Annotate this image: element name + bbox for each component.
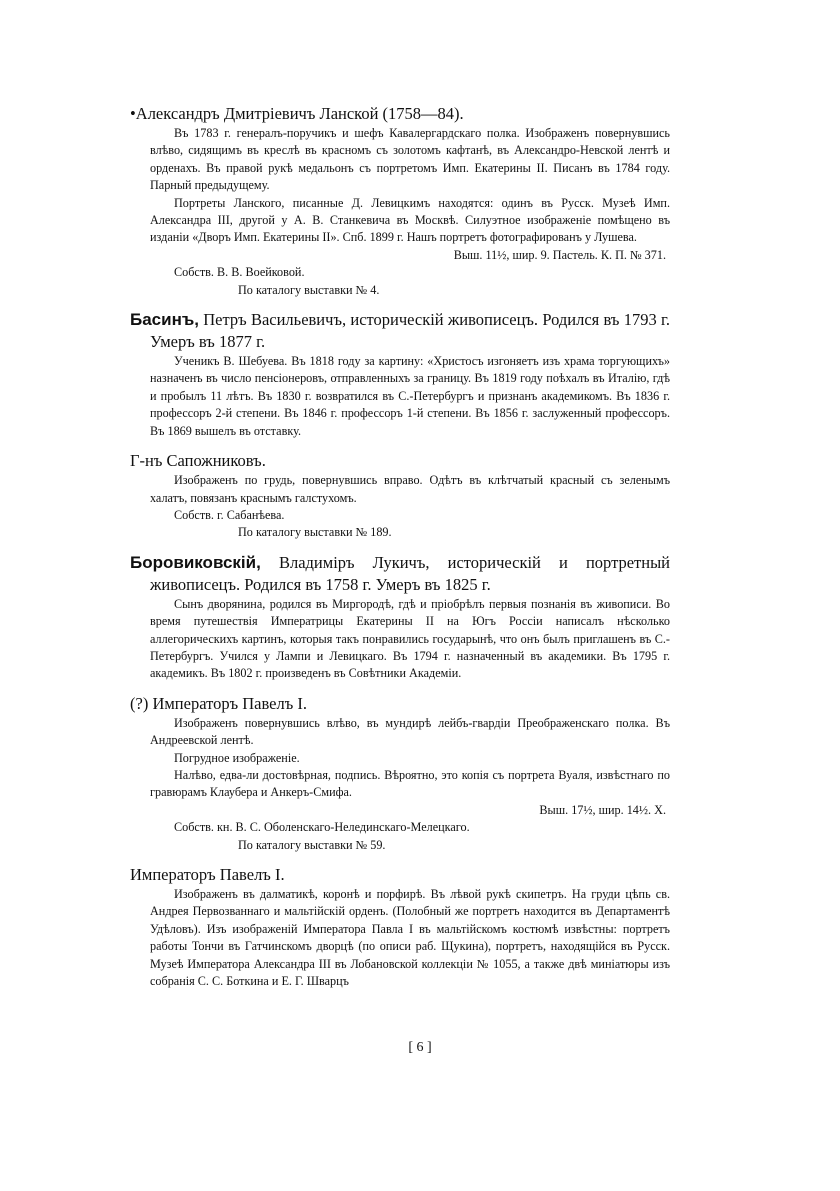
entry-basin xyxy=(130,309,670,440)
entry-dimensions: Выш. 17½, шир. 14½. Х. xyxy=(539,802,666,817)
entry-note: Налѣво, едва-ли достовѣрная, подпись. Вѣроятно, это копія съ портрета Вуаля, извѣстнаго по гравюрамъ Клаубера и Анкеръ-Смифа. xyxy=(150,767,670,800)
entry-heading: Императоръ Павелъ I. xyxy=(130,865,285,884)
entry-owner: Собств. В. В. Воейковой. xyxy=(174,265,305,280)
entry-paragraph: Изображенъ повернувшись влѣво, въ мундирѣ лейбъ-гвардіи Преображенскаго полка. Въ Андреевской лентѣ. xyxy=(150,715,670,748)
entry-paragraph: Сынъ дворянина, родился въ Миргородѣ, гдѣ и пріобрѣлъ первыя познанія въ живописи. Во время путешествія Императрицы Екатерины II на Югъ Россіи написалъ нѣсколько аллегорическихъ картинъ, которыя такъ понравились государынѣ, что онъ былъ приглашенъ въ С.-Петербургъ. Учился у Лампи и Левицкаго. Въ 1794 г. назначенный въ академики. Въ 1795 г. академикъ. Въ 1802 г. произведенъ въ Совѣтники Академіи. xyxy=(150,596,670,681)
entry-heading: (?) Императоръ Павелъ I. xyxy=(130,693,308,713)
entry-paragraph: Въ 1783 г. генералъ-поручикъ и шефъ Кавалергардскаго полка. Изображенъ повернувшись влѣво, сидящимъ въ креслѣ въ красномъ съ золотомъ кафтанѣ, въ Александро-Невской лентѣ и орденахъ. Въ правой рукѣ медальонъ съ портретомъ Имп. Екатерины II. Писанъ въ 1784 году. Парный предыдущему. xyxy=(150,126,670,193)
entry-surname: Боровиковскій, xyxy=(130,552,261,572)
entry-owner: Собств. кн. В. С. Оболенскаго-Нелединскаго-Мелецкаго. xyxy=(174,820,470,835)
entry-surname: Басинъ, xyxy=(130,310,199,330)
entry-paul-1 xyxy=(130,693,670,854)
entry-paragraph: Портреты Ланского, писанные Д. Левицкимъ находятся: одинъ въ Русск. Музеѣ Имп. Александра III, другой у А. В. Станкевича въ Москвѣ. Силуэтное изображеніе помѣщено въ изданіи «Дворъ Имп. Екатерины II». Спб. 1899 г. Нашъ портретъ фотографированъ у Лушева. xyxy=(150,195,670,245)
entry-catalog: По каталогу выставки № 59. xyxy=(238,837,386,852)
entry-heading xyxy=(130,552,670,596)
entry-heading xyxy=(130,309,670,353)
entry-paragraph: Изображенъ въ далматикѣ, коронѣ и порфирѣ. Въ лѣвой рукѣ скипетръ. На груди цѣпь св. Андрея Первозваннаго и мальтійскій орденъ. (Полобный же портретъ находится въ Департаментѣ Удѣловъ). Изъ изображеній Императора Павла I въ мальтійскомъ костюмѣ извѣстны: портретъ работы Тончи въ Гатчинскомъ дворцѣ (по описи раб. Щукина), портретъ, находящійся въ Русск. Музеѣ Императора Александра III въ Лобановской коллекціи № 1055, а также двѣ миніатюры изъ собранія С. С. Боткина и Е. Г. Шварцъ xyxy=(150,887,670,989)
entry-paul-2 xyxy=(130,864,670,990)
page-number: [ 6 ] xyxy=(408,1040,432,1055)
entry-heading-text: Владиміръ Лукичъ, историческій и портретный живописецъ. Родился въ 1758 г. Умеръ въ 1825 г. xyxy=(150,552,671,594)
entry-note: Погрудное изображеніе. xyxy=(174,750,300,765)
entry-catalog: По каталогу выставки № 189. xyxy=(238,525,392,540)
text-column xyxy=(130,103,670,990)
entry-owner: Собств. г. Сабанѣева. xyxy=(174,507,285,522)
entry-dimensions: Выш. 11½, шир. 9. Пастель. К. П. № 371. xyxy=(453,247,666,262)
entry-heading: •Александръ Дмитріевичъ Ланской (1758—84). xyxy=(130,104,464,123)
entry-lanskoy xyxy=(130,103,670,299)
entry-heading: Г-нъ Сапожниковъ. xyxy=(130,451,266,471)
entry-paragraph: Изображенъ по грудь, повернувшись вправо. Одѣтъ въ клѣтчатый красный съ зеленымъ халатъ, повязанъ краснымъ галстухомъ. xyxy=(150,473,670,505)
entry-borovikovsky xyxy=(130,552,670,683)
entry-sapozhnikov xyxy=(130,450,670,542)
entry-heading-text: Петръ Васильевичъ, историческій живописецъ. Родился въ 1793 г. Умеръ въ 1877 г. xyxy=(150,310,670,352)
entry-paragraph: Ученикъ В. Шебуева. Въ 1818 году за картину: «Христосъ изгоняетъ изъ храма торгующихъ» назначенъ въ число пенсіонеровъ, отправленныхъ за границу. Въ 1819 году поѣхалъ въ Италію, гдѣ и пробылъ 11 лѣтъ. Въ 1830 г. возвратился въ С.-Петербургъ и признанъ академикомъ. Въ 1836 г. профессоръ 2-й степени. Въ 1846 г. профессоръ 1-й степени. Въ 1856 г. заслуженный профессоръ. Въ 1869 вышелъ въ отставку. xyxy=(150,354,670,438)
entry-catalog: По каталогу выставки № 4. xyxy=(238,282,380,297)
